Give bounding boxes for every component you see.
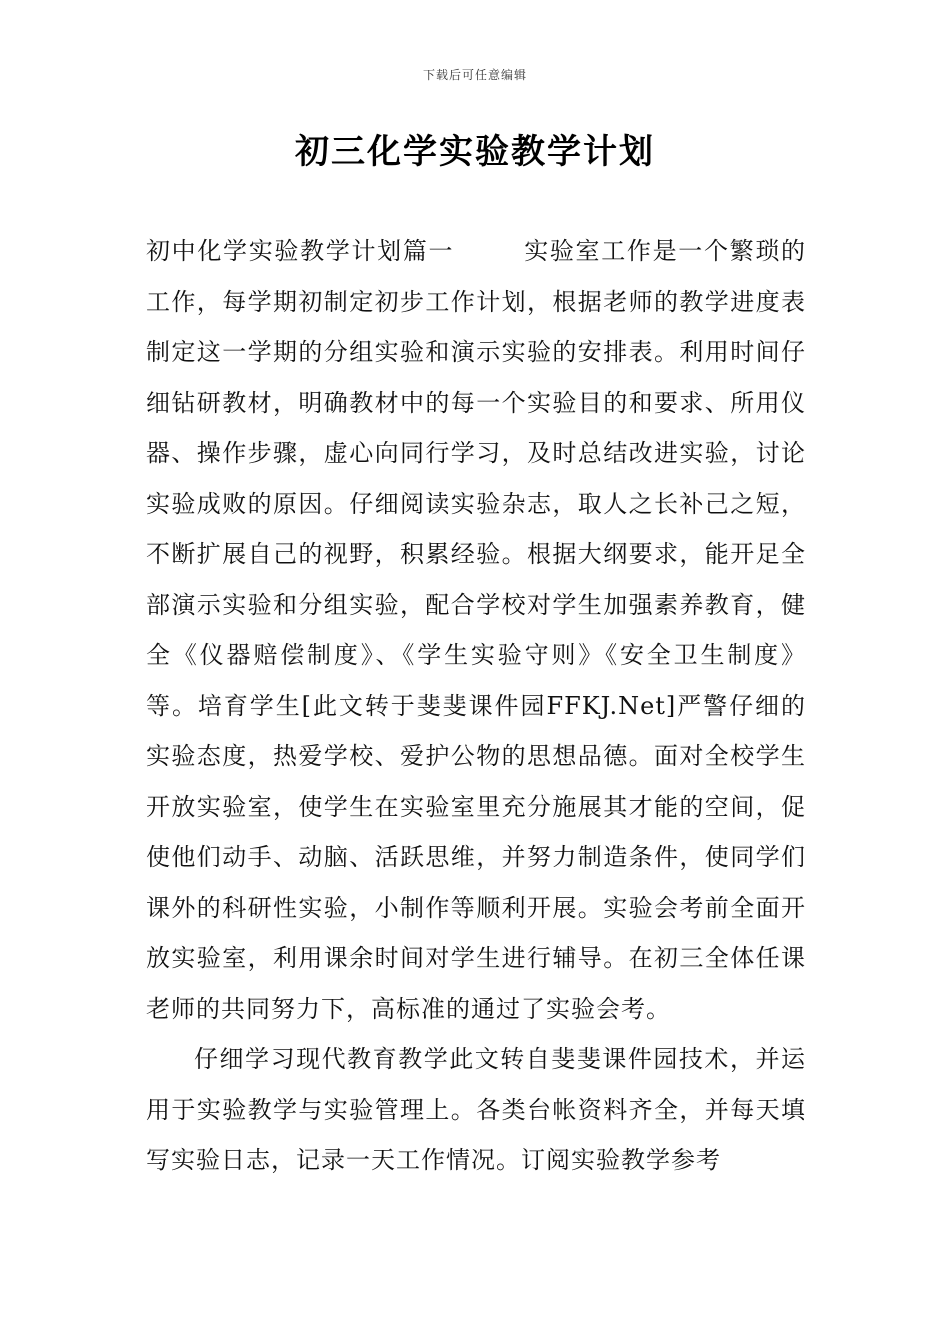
paragraph-2: 仔细学习现代教育教学此文转自斐斐课件园技术，并运用于实验教学与实验管理上。各类台帐资料齐全，并每天填写实验日志，记录一天工作情况。订阅实验教学参考 (146, 1045, 806, 1174)
paragraph-1 (146, 226, 806, 1034)
document-title: 初三化学实验教学计划 (295, 132, 655, 172)
document-body (146, 226, 806, 1186)
paragraph-1-text: 实验室工作是一个繁琐的工作，每学期初制定初步工作计划，根据老师的教学进度表制定这一学期的分组实验和演示实验的安排表。利用时间仔细钻研教材，明确教材中的每一个实验目的和要求、所用仪器、操作步骤，虚心向同行学习，及时总结改进实验，讨论实验成败的原因。仔细阅读实验杂志，取人之长补己之短，不断扩展自己的视野，积累经验。根据大纲要求，能开足全部演示实验和分组实验，配合学校对学生加强素养教育，健全《仪器赔偿制度》、《学生实验守则》《安全卫生制度》等。培育学生[此文转于斐斐课件园FFKJ.Net]严警仔细的实验态度，热爱学校、爱护公物的思想品德。面对全校学生开放实验室，使学生在实验室里充分施展其才能的空间，促使他们动手、动脑、活跃思维，并努力制造条件，使同学们课外的科研性实验，小制作等顺利开展。实验会考前全面开放实验室，利用课余时间对学生进行辅导。在初三全体任课老师的共同努力下，高标准的通过了实验会考。 (146, 237, 807, 1023)
header-note: 下载后可任意编辑 (422, 68, 527, 82)
section-heading: 初中化学实验教学计划篇一 (146, 237, 455, 265)
